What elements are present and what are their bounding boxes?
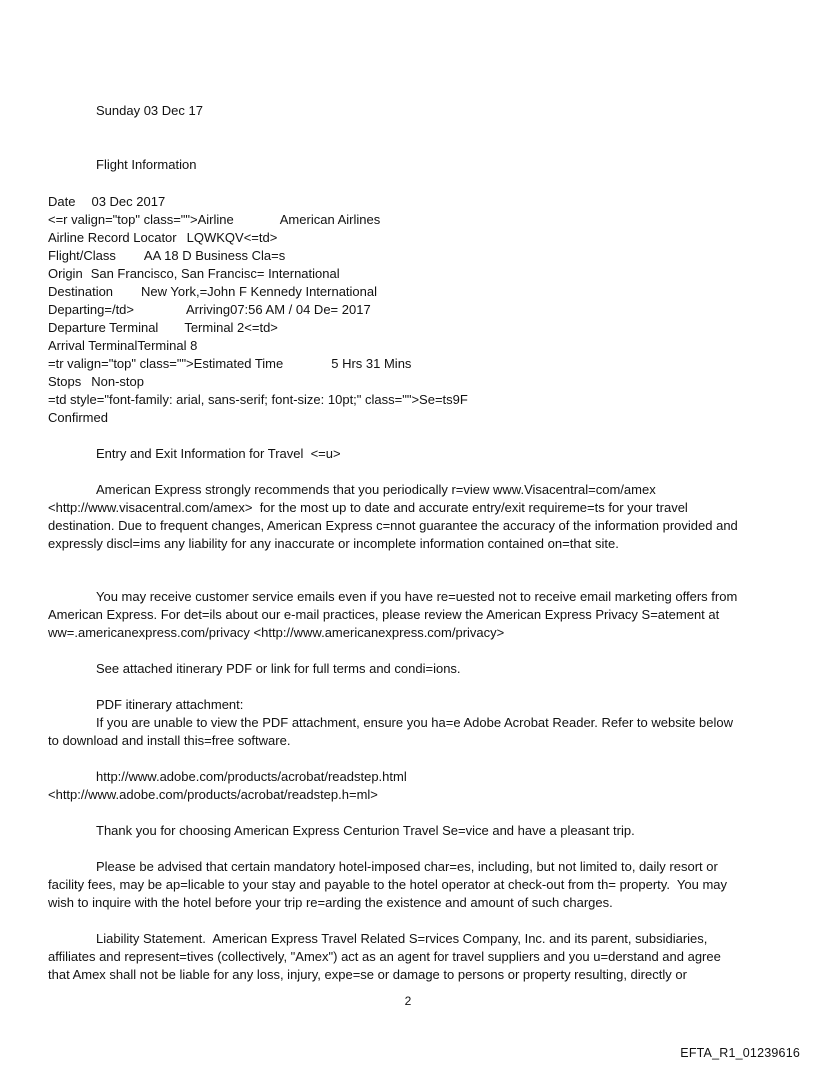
- stops-row: Stops Non-stop: [48, 374, 144, 389]
- hotel-paragraph-line: Please be advised that certain mandatory hotel-imposed char=es, including, but not limited to, daily resort or: [96, 859, 718, 874]
- itinerary-date: Sunday 03 Dec 17: [96, 103, 203, 118]
- entry-paragraph-line: American Express strongly recommends that you periodically r=view www.Visacentral=com/amex: [96, 482, 656, 497]
- adobe-link-alt: <http://www.adobe.com/products/acrobat/readstep.h=ml>: [48, 787, 378, 802]
- pdf-paragraph-line: If you are unable to view the PDF attachment, ensure you ha=e Adobe Acrobat Reader. Refer to website below: [96, 715, 734, 730]
- seats-row: =td style="font-family: arial, sans-serif; font-size: 10pt;" class="">Se=ts9F: [48, 392, 468, 407]
- bates-number: EFTA_R1_01239616: [680, 1046, 800, 1060]
- hotel-paragraph-line: facility fees, may be ap=licable to your stay and payable to the hotel operator at check-out from th= property. You may: [48, 877, 728, 892]
- page-number: 2: [404, 994, 412, 1008]
- departing-arriving-row: Departing=/td> Arriving07:56 AM / 04 De= 2017: [48, 302, 371, 317]
- thank-you-line: Thank you for choosing American Express Centurion Travel Se=vice and have a pleasant trip.: [96, 823, 635, 838]
- email-paragraph-line: You may receive customer service emails even if you have re=uested not to receive email marketing offers from: [96, 589, 738, 604]
- estimated-time-row: =tr valign="top" class="">Estimated Time 5 Hrs 31 Mins: [48, 356, 412, 371]
- flight-info-heading: Flight Information: [96, 157, 197, 172]
- destination-row: Destination New York,=John F Kennedy International: [48, 284, 378, 299]
- flight-date-row: Date 03 Dec 2017: [48, 194, 166, 209]
- liability-paragraph-line: Liability Statement. American Express Travel Related S=rvices Company, Inc. and its parent, subsidiaries,: [96, 931, 708, 946]
- entry-paragraph-line: expressly discl=ims any liability for any inaccurate or incomplete information contained on=that site.: [48, 536, 619, 551]
- record-locator-row: Airline Record Locator LQWKQV<=td>: [48, 230, 278, 245]
- pdf-heading: PDF itinerary attachment:: [96, 697, 244, 712]
- liability-paragraph-line: affiliates and represent=tives (collectively, "Amex") act as an agent for travel suppliers and you u=derstand and agree: [48, 949, 721, 964]
- origin-row: Origin San Francisco, San Francisc= International: [48, 266, 340, 281]
- entry-paragraph-line: destination. Due to frequent changes, American Express c=nnot guarantee the accuracy of the information provided and: [48, 518, 738, 533]
- email-paragraph-line: American Express. For det=ils about our e-mail practices, please review the American Express Privacy S=atement at: [48, 607, 720, 622]
- pdf-paragraph-line: to download and install this=free software.: [48, 733, 291, 748]
- terms-line: See attached itinerary PDF or link for full terms and condi=ions.: [96, 661, 461, 676]
- liability-paragraph-line: that Amex shall not be liable for any loss, injury, expe=se or damage to persons or property resulting, directly or: [48, 967, 687, 982]
- departure-terminal-row: Departure Terminal Terminal 2<=td>: [48, 320, 278, 335]
- airline-row: <=r valign="top" class="">Airline American Airlines: [48, 212, 381, 227]
- arrival-terminal-row: Arrival TerminalTerminal 8: [48, 338, 198, 353]
- email-paragraph-line: ww=.americanexpress.com/privacy <http://www.americanexpress.com/privacy>: [48, 625, 505, 640]
- adobe-link: http://www.adobe.com/products/acrobat/readstep.html: [96, 769, 407, 784]
- entry-paragraph-line: <http://www.visacentral.com/amex> for the most up to date and accurate entry/exit requireme=ts for your travel: [48, 500, 688, 515]
- flight-class-row: Flight/Class AA 18 D Business Cla=s: [48, 248, 286, 263]
- hotel-paragraph-line: wish to inquire with the hotel before your trip re=arding the existence and amount of such charges.: [48, 895, 613, 910]
- booking-status: Confirmed: [48, 410, 108, 425]
- entry-exit-heading: Entry and Exit Information for Travel <=u>: [96, 446, 341, 461]
